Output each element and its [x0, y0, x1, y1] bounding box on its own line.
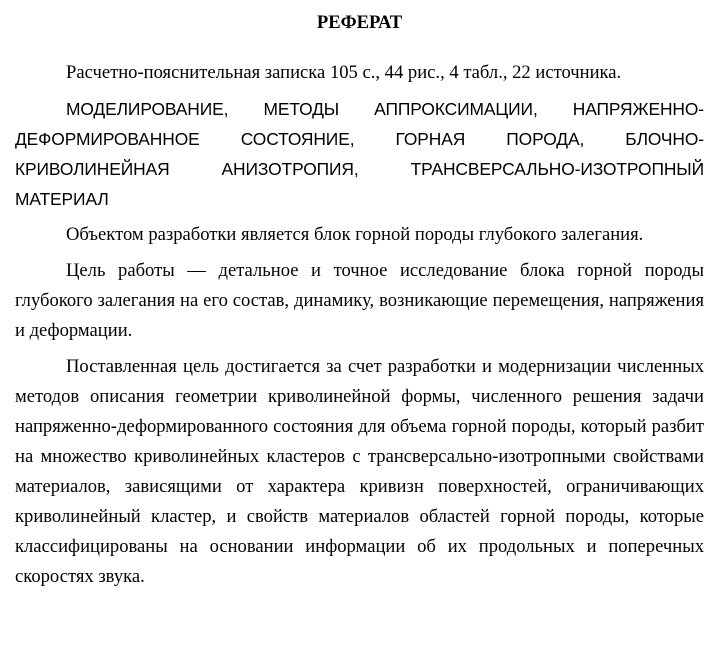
method-paragraph: Поставленная цель достигается за счет разработки и модернизации численных методов описания геометрии криволинейной формы, численного решения задачи напряженно-деформированного состояния для объема горной породы, который разбит на множество криволинейных кластеров с трансверсально-изотропными свойствами материалов, зависящими от характера кривизн поверхностей, ограничивающих криволинейный кластер, и свойств материалов областей горной породы, которые классифицированы на основании информации об их продольных и поперечных скоростях звука.: [15, 356, 704, 587]
document-title: РЕФЕРАТ: [316, 12, 403, 33]
goal-paragraph: Цель работы — детальное и точное исследование блока горной породы глубокого залегания на его состав, динамику, возникающие перемещения, напряжения и деформации.: [15, 260, 704, 341]
object-paragraph: Объектом разработки является блок горной породы глубокого залегания.: [66, 224, 644, 245]
keywords-paragraph: МОДЕЛИРОВАНИЕ, МЕТОДЫ АППРОКСИМАЦИИ, НАПРЯЖЕННО-ДЕФОРМИРОВАННОЕ СОСТОЯНИЕ, ГОРНАЯ ПОРОДА, БЛОЧНО-КРИВОЛИНЕЙНАЯ АНИЗОТРОПИЯ, ТРАНСВЕРСАЛЬНО-ИЗОТРОПНЫЙ МАТЕРИАЛ: [15, 99, 704, 209]
summary-line: Расчетно-пояснительная записка 105 с., 44 рис., 4 табл., 22 источника.: [66, 62, 622, 83]
